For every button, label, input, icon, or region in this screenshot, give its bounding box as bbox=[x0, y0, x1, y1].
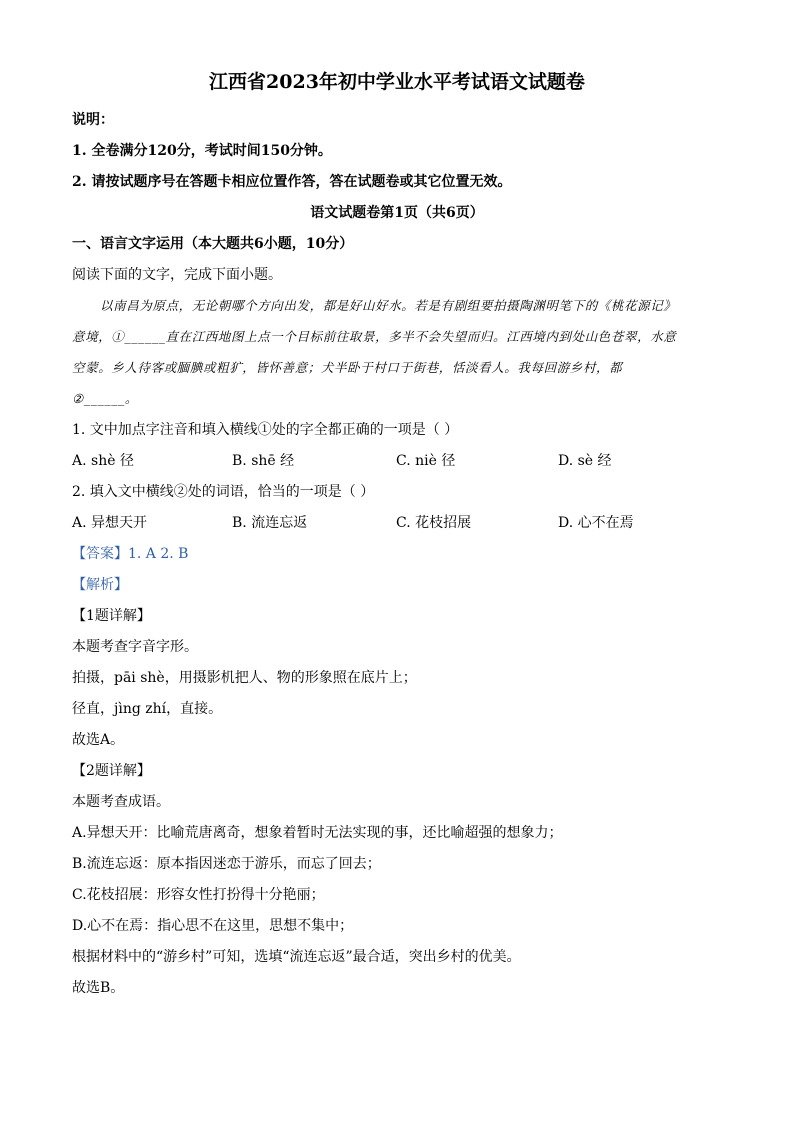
q2-option-d: D. 心不在焉 bbox=[558, 515, 634, 531]
page-label: 语文试题卷第1页（共6页） bbox=[310, 205, 484, 221]
detail-2-line: 本题考查成语。 bbox=[72, 794, 170, 810]
passage-line-4: ②______。 bbox=[72, 391, 139, 406]
note-item-1: 1. 全卷满分120分，考试时间150分钟。 bbox=[72, 143, 332, 159]
detail-2-heading: 【2题详解】 bbox=[72, 763, 151, 779]
passage-line-3: 空蒙。乡人待客或腼腆或粗犷，皆怀善意；犬半卧于村口于街巷，恬淡看人。我每回游乡村，都 bbox=[72, 360, 623, 375]
note-item-2: 2. 请按试题序号在答题卡相应位置作答，答在试题卷或其它位置无效。 bbox=[72, 174, 512, 190]
q1-option-d: D. sè 经 bbox=[558, 453, 612, 469]
detail-2-line: 故选B。 bbox=[72, 980, 125, 996]
detail-1-line: 拍摄，pāi shè，用摄影机把人、物的形象照在底片上； bbox=[72, 670, 417, 686]
question-1-stem: 1. 文中加点字注音和填入横线①处的字全都正确的一项是（ ） bbox=[72, 422, 459, 438]
detail-2-line: C.花枝招展：形容女性打扮得十分艳丽； bbox=[72, 887, 325, 903]
detail-1-heading: 【1题详解】 bbox=[72, 608, 151, 624]
detail-2-line: D.心不在焉：指心思不在这里，思想不集中； bbox=[72, 918, 354, 934]
reading-instruction: 阅读下面的文字，完成下面小题。 bbox=[72, 267, 282, 283]
passage-line-2: 意境，①______直在江西地图上点一个目标前往取景，多半不会失望而归。江西境内到处山色苍翠，水意 bbox=[72, 329, 677, 344]
detail-2-line: B.流连忘返：原本指因迷恋于游乐，而忘了回去； bbox=[72, 856, 381, 872]
q2-option-c: C. 花枝招展 bbox=[396, 515, 472, 531]
detail-2-line: 根据材料中的“游乡村”可知，选填“流连忘返”最合适，突出乡村的优美。 bbox=[72, 949, 521, 965]
question-2-stem: 2. 填入文中横线②处的词语，恰当的一项是（ ） bbox=[72, 484, 375, 500]
q2-option-a: A. 异想天开 bbox=[72, 515, 148, 531]
notes-heading: 说明： bbox=[72, 112, 114, 128]
exam-title: 江西省2023年初中学业水平考试语文试题卷 bbox=[209, 71, 585, 93]
q1-option-a: A. shè 径 bbox=[72, 453, 134, 469]
answer-line: 【答案】1. A 2. B bbox=[72, 546, 189, 562]
passage-line-1: 以南昌为原点，无论朝哪个方向出发，都是好山好水。若是有剧组要拍摄陶渊明笔下的《桃花源记》 bbox=[100, 298, 677, 313]
analysis-label: 【解析】 bbox=[72, 577, 128, 593]
detail-1-line: 故选A。 bbox=[72, 732, 125, 748]
detail-1-line: 本题考查字音字形。 bbox=[72, 639, 198, 655]
section-heading: 一、语言文字运用（本大题共6小题，10分） bbox=[72, 236, 354, 252]
q2-option-b: B. 流连忘返 bbox=[232, 515, 308, 531]
detail-2-line: A.异想天开：比喻荒唐离奇，想象着暂时无法实现的事，还比喻超强的想象力； bbox=[72, 825, 563, 841]
q1-option-b: B. shē 经 bbox=[232, 453, 295, 469]
q1-option-c: C. niè 径 bbox=[396, 453, 456, 469]
detail-1-line: 径直，jìng zhí，直接。 bbox=[72, 701, 223, 717]
